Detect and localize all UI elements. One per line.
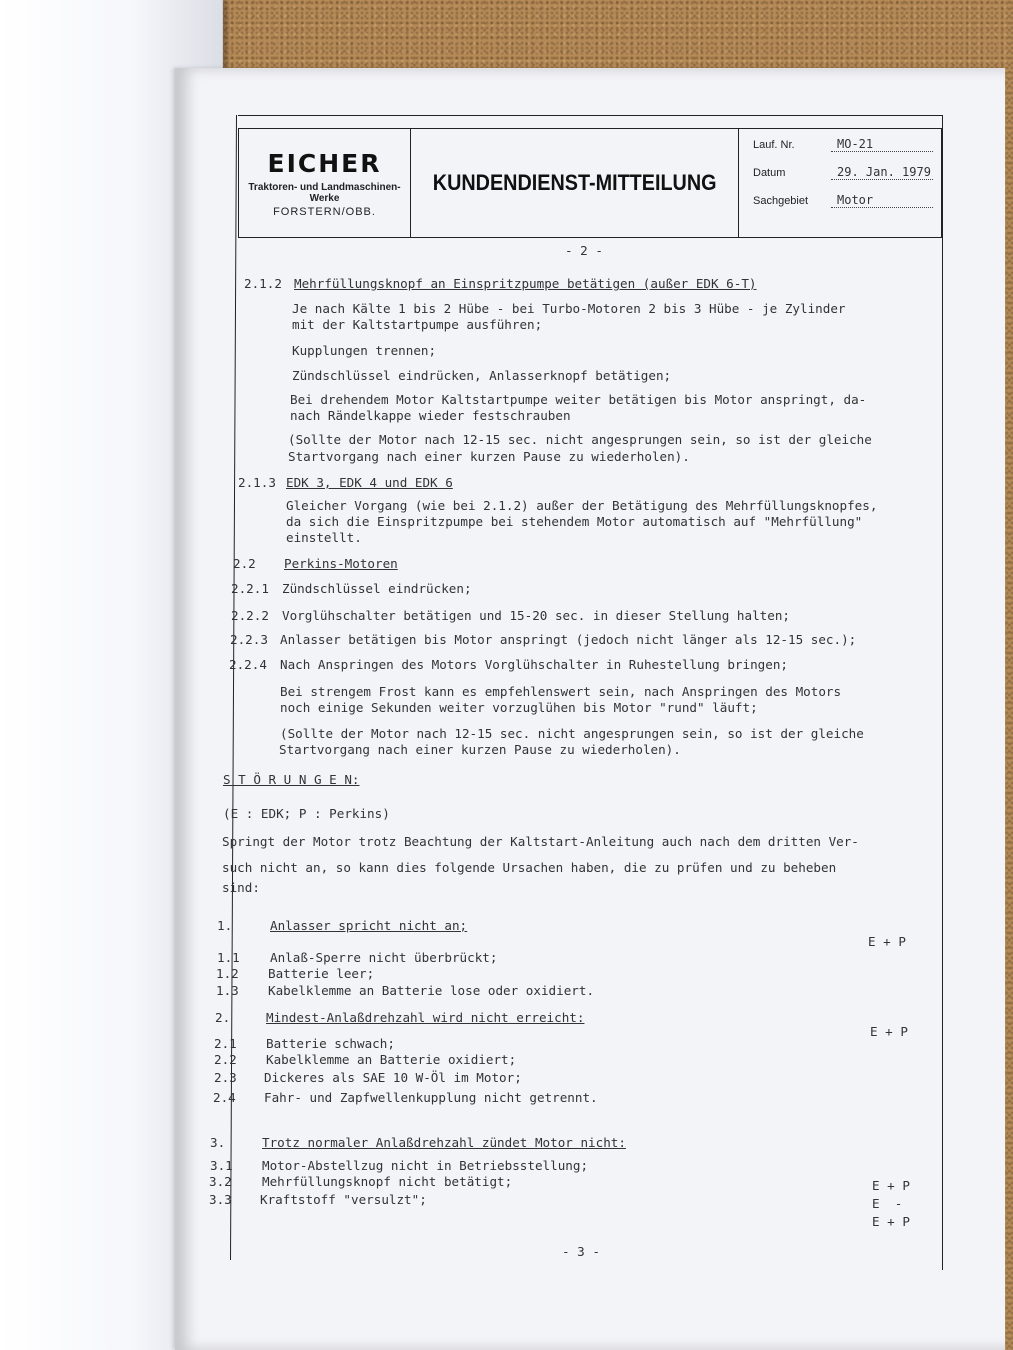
section-heading: EDK 3, EDK 4 und EDK 6	[286, 475, 453, 490]
company-name: Traktoren- und Landmaschinen-Werke	[248, 182, 401, 204]
sachgebiet-value: Motor	[831, 193, 933, 208]
body-line: Bei strengem Frost kann es empfehlenswert sein, nach Anspringen des Motors	[280, 684, 842, 699]
body-line: Kupplungen trennen;	[292, 343, 437, 358]
body-line: (Sollte der Motor nach 12-15 sec. nicht angesprungen sein, so ist der gleiche	[288, 432, 872, 447]
body-line: nach Rändelkappe wieder festschrauben	[290, 408, 571, 423]
frame-right-line	[942, 115, 943, 1270]
applicability-code: E + P	[870, 1024, 908, 1039]
body-line: einstellt.	[286, 530, 362, 545]
body-line: Springt der Motor trotz Beachtung der Kaltstart-Anleitung auch nach dem dritten Ver-	[222, 834, 859, 849]
section-heading: S T Ö R U N G E N:	[223, 772, 360, 787]
applicability-code: E -	[872, 1196, 903, 1211]
item-number: 2.2.2	[231, 608, 269, 623]
section-heading: Perkins-Motoren	[284, 556, 398, 571]
document-title: KUNDENDIENST-MITTEILUNG	[432, 170, 717, 195]
item-number: 1.1	[217, 950, 240, 965]
body-line: noch einige Sekunden weiter vorzuglühen bis Motor "rund" läuft;	[280, 700, 758, 715]
applicability-code: E + P	[872, 1178, 910, 1193]
body-line: Anlaß-Sperre nicht überbrückt;	[270, 950, 498, 965]
document-header	[238, 128, 942, 238]
page-number-bottom: - 3 -	[562, 1244, 600, 1259]
body-line: Kabelklemme an Batterie lose oder oxidiert.	[268, 983, 595, 998]
item-number: 2.2	[214, 1052, 237, 1067]
lauf-row	[753, 137, 933, 165]
body-line: Batterie schwach;	[266, 1036, 395, 1051]
body-line: such nicht an, so kann dies folgende Ursachen haben, die zu prüfen und zu beheben	[222, 860, 837, 875]
item-number: 3.2	[209, 1174, 232, 1189]
item-number: 1.	[217, 918, 233, 933]
body-line: Startvorgang nach einer kurzen Pause zu wiederholen).	[279, 742, 681, 757]
item-number: 2.2.3	[230, 632, 268, 647]
company-logo: EICHER	[267, 149, 382, 178]
body-line: Nach Anspringen des Motors Vorglühschalter in Ruhestellung bringen;	[280, 657, 788, 672]
datum-label: Datum	[753, 167, 786, 179]
item-number: 2.1	[214, 1036, 237, 1051]
body-line: Vorglühschalter betätigen und 15-20 sec. in dieser Stellung halten;	[282, 608, 790, 623]
company-block	[239, 129, 411, 237]
body-line: Kraftstoff "versulzt";	[260, 1192, 427, 1207]
body-line: Dickeres als SAE 10 W-Öl im Motor;	[264, 1070, 522, 1085]
body-line: Startvorgang nach einer kurzen Pause zu wiederholen).	[288, 449, 690, 464]
body-line: da sich die Einspritzpumpe bei stehendem Motor automatisch auf "Mehrfüllung"	[286, 514, 863, 529]
sachgebiet-row	[753, 193, 933, 221]
datum-value: 29. Jan. 1979	[831, 165, 933, 180]
section-heading: Trotz normaler Anlaßdrehzahl zündet Motor nicht:	[262, 1135, 626, 1150]
item-number: 2.2.1	[231, 581, 269, 596]
body-line: Anlasser betätigen bis Motor anspringt (jedoch nicht länger als 12-15 sec.);	[280, 632, 857, 647]
section-heading: Mindest-Anlaßdrehzahl wird nicht erreicht:	[266, 1010, 585, 1025]
body-line: sind:	[222, 880, 260, 895]
item-number: 2.	[215, 1010, 231, 1025]
page-number-top: - 2 -	[565, 243, 603, 258]
body-line: mit der Kaltstartpumpe ausführen;	[292, 317, 543, 332]
title-block	[411, 129, 739, 237]
applicability-code: E + P	[872, 1214, 910, 1229]
body-line: (Sollte der Motor nach 12-15 sec. nicht angesprungen sein, so ist der gleiche	[280, 726, 864, 741]
item-number: 3.3	[209, 1192, 232, 1207]
sachgebiet-label: Sachgebiet	[753, 195, 809, 207]
frame-top-line	[238, 115, 942, 116]
item-number: 3.1	[210, 1158, 233, 1173]
body-line: Zündschlüssel eindrücken;	[282, 581, 472, 596]
item-number: 2.4	[213, 1090, 236, 1105]
body-line: Mehrfüllungsknopf nicht betätigt;	[262, 1174, 513, 1189]
body-line: Bei drehendem Motor Kaltstartpumpe weiter betätigen bis Motor anspringt, da-	[290, 392, 867, 407]
item-number: 2.2	[233, 556, 256, 571]
item-number: 2.1.2	[244, 276, 282, 291]
meta-block	[739, 129, 941, 237]
body-line: Zündschlüssel eindrücken, Anlasserknopf betätigen;	[292, 368, 672, 383]
lauf-value: MO-21	[831, 137, 933, 152]
item-number: 1.2	[216, 966, 239, 981]
body-line: Motor-Abstellzug nicht in Betriebsstellung;	[262, 1158, 589, 1173]
body-line: Gleicher Vorgang (wie bei 2.1.2) außer der Betätigung des Mehrfüllungsknopfes,	[286, 498, 878, 513]
applicability-code: E + P	[868, 934, 906, 949]
lauf-label: Lauf. Nr.	[753, 139, 795, 151]
section-heading: Mehrfüllungsknopf an Einspritzpumpe betätigen (außer EDK 6-T)	[294, 276, 757, 291]
item-number: 2.3	[214, 1070, 237, 1085]
item-number: 2.1.3	[238, 475, 276, 490]
company-city: FORSTERN/OBB.	[273, 206, 376, 218]
body-line: Fahr- und Zapfwellenkupplung nicht getrennt.	[264, 1090, 598, 1105]
body-line: Batterie leer;	[268, 966, 375, 981]
section-heading: Anlasser spricht nicht an;	[270, 918, 468, 933]
body-line: Kabelklemme an Batterie oxidiert;	[266, 1052, 517, 1067]
body-line: Je nach Kälte 1 bis 2 Hübe - bei Turbo-Motoren 2 bis 3 Hübe - je Zylinder	[292, 301, 846, 316]
item-number: 3.	[210, 1135, 226, 1150]
item-number: 2.2.4	[229, 657, 267, 672]
datum-row	[753, 165, 933, 193]
body-line: (E : EDK; P : Perkins)	[223, 806, 390, 821]
frame-left-line	[230, 115, 237, 1260]
item-number: 1.3	[216, 983, 239, 998]
